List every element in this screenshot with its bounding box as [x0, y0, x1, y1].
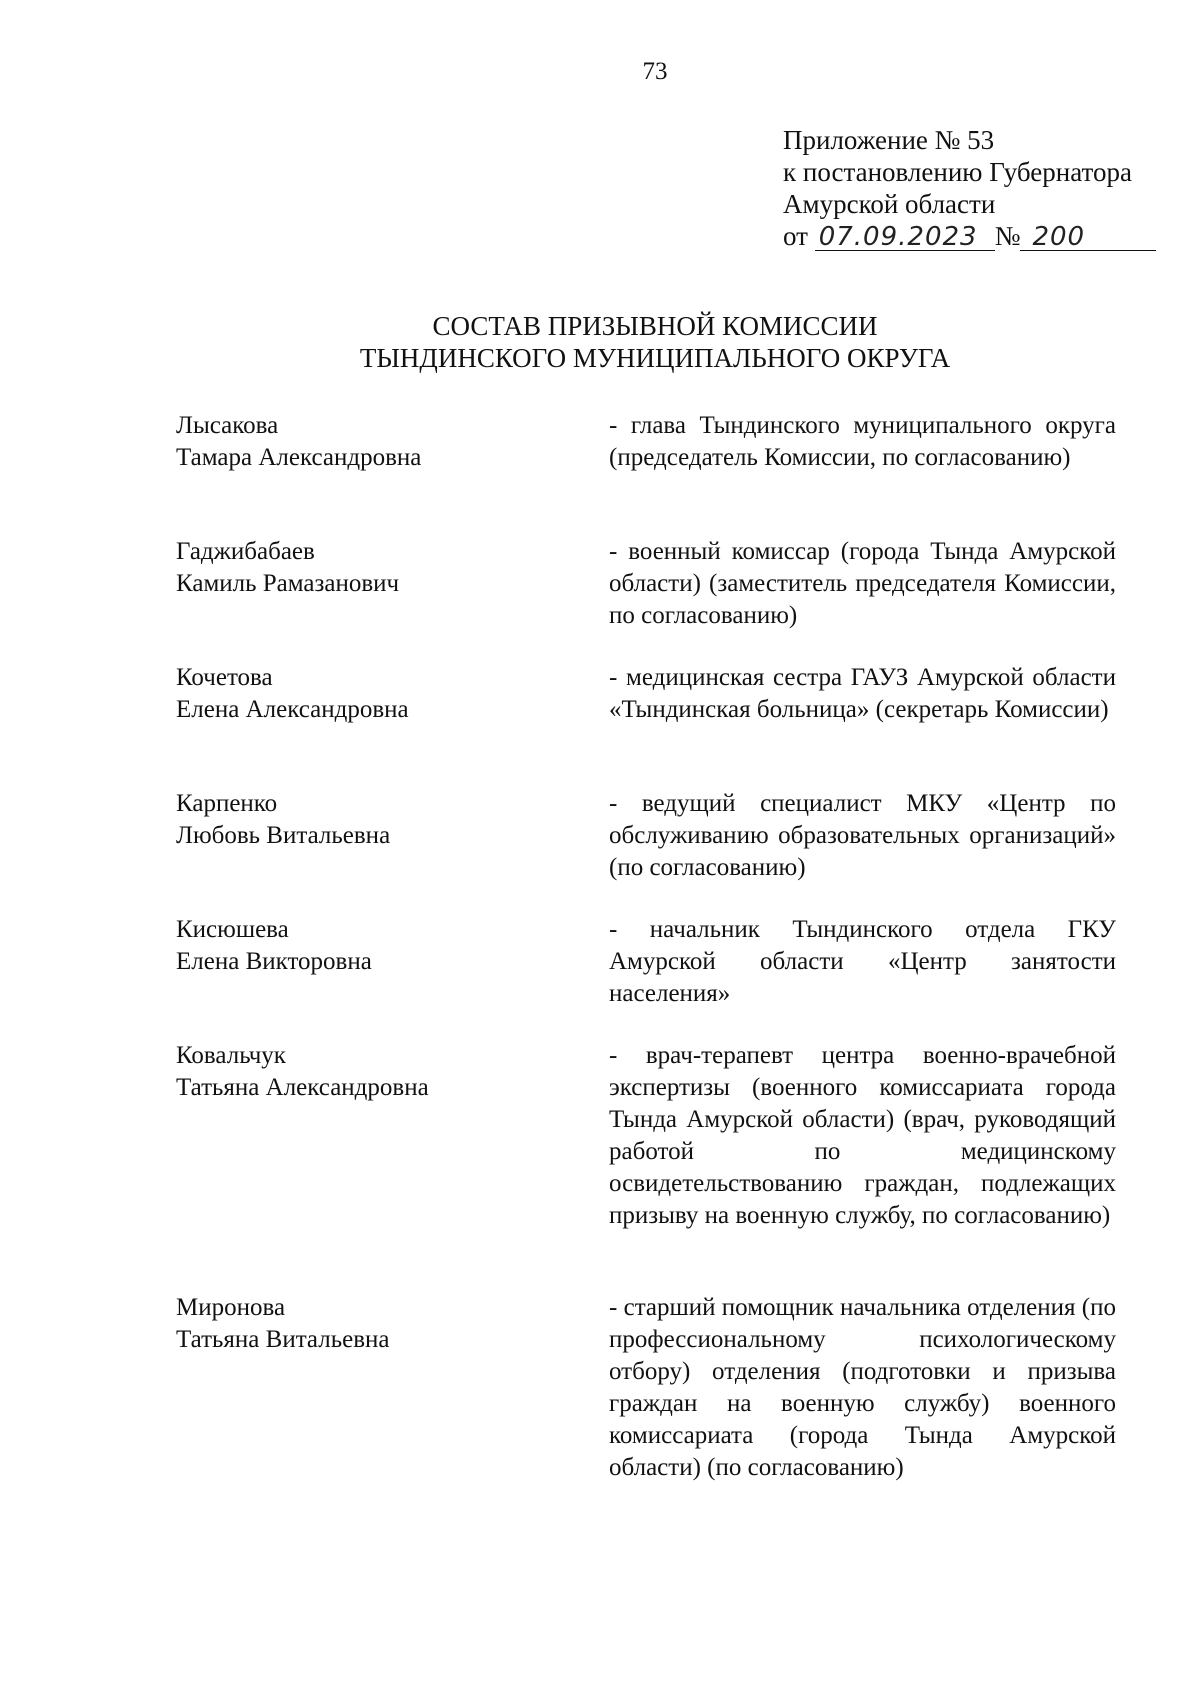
member-role: - ведущий специалист МКУ «Центр по обслуживанию образовательных организаций» (по согласованию): [609, 790, 1116, 881]
date-prefix: от: [783, 221, 808, 251]
member-role: - глава Тындинского муниципального округа (председатель Комиссии, по согласованию): [609, 412, 1116, 471]
page-number: 73: [642, 58, 668, 85]
member-name: [176, 536, 556, 600]
appendix-region: Амурской области: [783, 189, 996, 219]
member-name: [176, 788, 556, 852]
title-line-2: ТЫНДИНСКОГО МУНИЦИПАЛЬНОГО ОКРУГА: [359, 343, 951, 373]
member-given-names: Елена Александровна: [176, 696, 409, 723]
appendix-date-line: [783, 220, 1156, 252]
number-prefix: №: [994, 221, 1021, 251]
title-line-1: СОСТАВ ПРИЗЫВНОЙ КОМИССИИ: [432, 311, 878, 341]
decree-number-field: [1020, 223, 1156, 251]
appendix-header: [783, 124, 1156, 252]
member-role: - начальник Тындинского отдела ГКУ Амурской области «Центр занятости населения»: [609, 916, 1116, 1007]
appendix-number: Приложение № 53: [783, 125, 995, 155]
member-given-names: Любовь Витальевна: [176, 822, 391, 849]
decree-date-handwritten: 07.09.2023: [818, 222, 978, 252]
member-name: [176, 1040, 556, 1104]
decree-date-field: [815, 223, 995, 251]
member-given-names: Камиль Рамазанович: [176, 570, 400, 597]
member-surname: Лысакова: [176, 412, 279, 439]
member-surname: Гаджибабаев: [176, 538, 315, 565]
member-name: [176, 410, 556, 474]
document-title: [0, 310, 1200, 374]
member-surname: Ковальчук: [176, 1042, 286, 1069]
member-role: - старший помощник начальника отделения (по профессиональному психологическому отбору) отделения (подготовки и призыва граждан на военную службу) военного комиссариата (города Тында Амурской области) (по согласованию): [609, 1294, 1116, 1481]
member-name: [176, 914, 556, 978]
member-surname: Миронова: [176, 1294, 286, 1321]
member-name: [176, 1292, 556, 1356]
member-role: - медицинская сестра ГАУЗ Амурской области «Тындинская больница» (секретарь Комиссии): [609, 664, 1116, 723]
member-surname: Кисюшева: [176, 916, 289, 943]
appendix-decree-ref: к постановлению Губернатора: [783, 157, 1132, 187]
member-given-names: Елена Викторовна: [176, 948, 372, 975]
member-surname: Карпенко: [176, 790, 278, 817]
member-given-names: Тамара Александровна: [176, 444, 422, 471]
member-role: - военный комиссар (города Тында Амурской области) (заместитель председателя Комиссии, по согласованию): [609, 538, 1116, 629]
member-name: [176, 662, 556, 726]
member-given-names: Татьяна Александровна: [176, 1074, 429, 1101]
member-role: - врач-терапевт центра военно-врачебной экспертизы (военного комиссариата города Тында Амурской области) (врач, руководящий работой по медицинскому освидетельствованию граждан, подлежащих призыву на военную службу, по согласованию): [609, 1042, 1116, 1229]
member-surname: Кочетова: [176, 664, 273, 691]
member-given-names: Татьяна Витальевна: [176, 1326, 390, 1353]
decree-number-handwritten: 200: [1032, 222, 1086, 252]
